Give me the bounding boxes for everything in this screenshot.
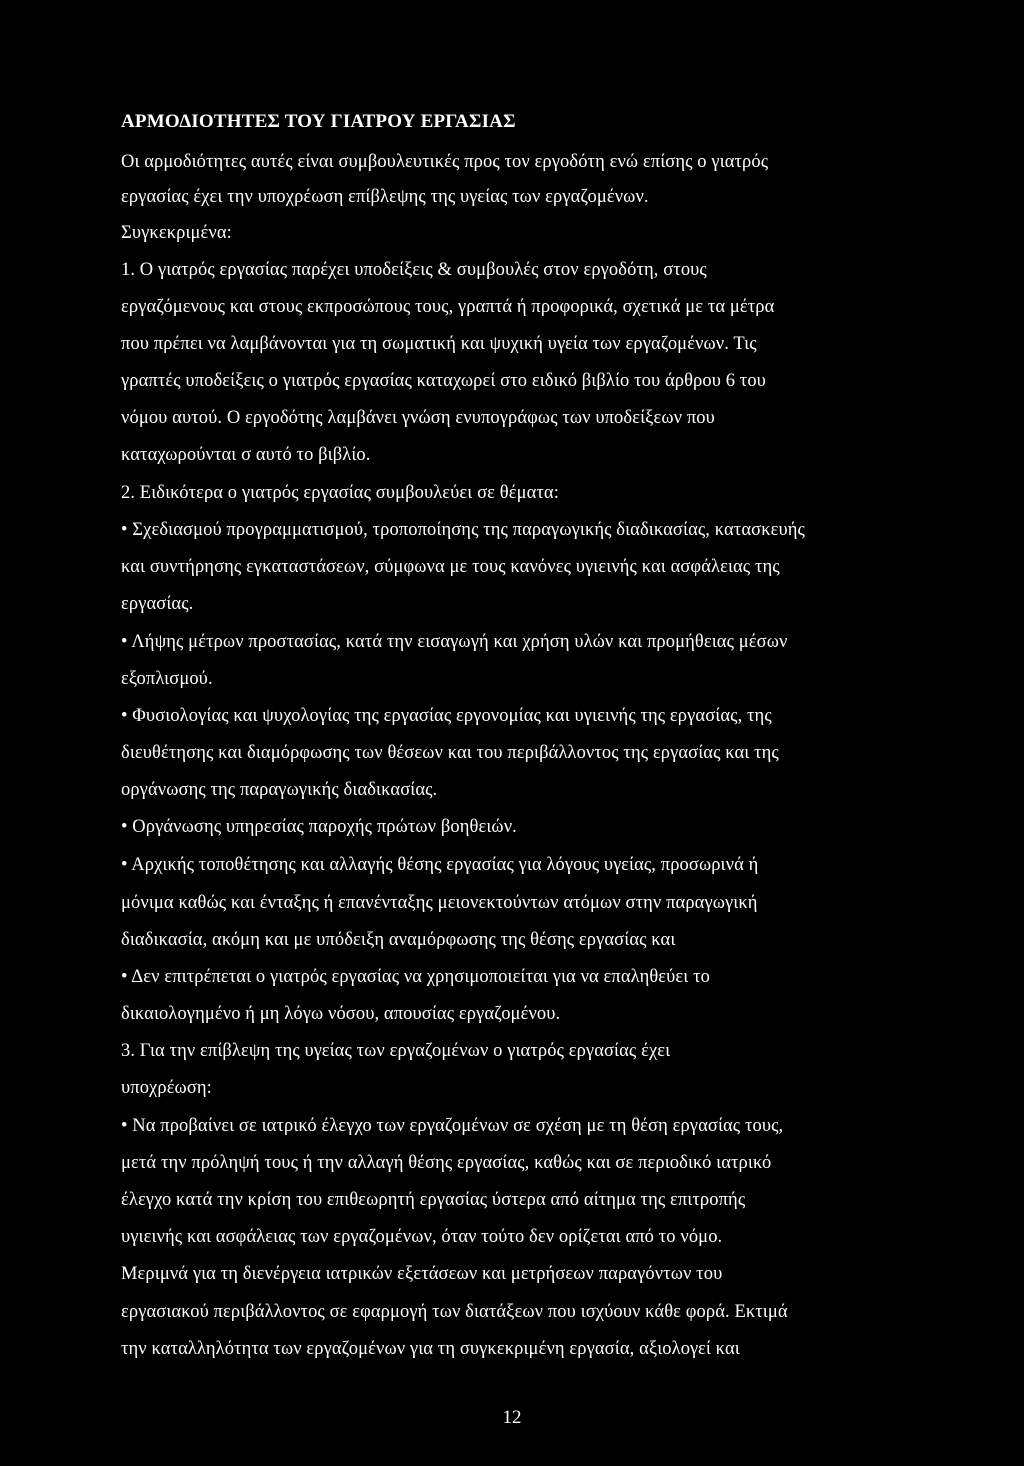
text-line-25: 3. Για την επίβλεψη της υγείας των εργαζομένων ο γιατρός εργασίας έχει	[121, 1041, 671, 1061]
text-line-30: υγιεινής και ασφάλειας των εργαζομένων, όταν τούτο δεν ορίζεται από το νόμο.	[121, 1227, 723, 1247]
text-line-3: Συγκεκριμένα:	[121, 223, 232, 243]
text-line-9: καταχωρούνται σ αυτό το βιβλίο.	[121, 445, 371, 465]
text-line-2: εργασίας έχει την υποχρέωση επίβλεψης της υγείας των εργαζομένων.	[121, 187, 649, 207]
document-title: ΑΡΜΟΔΙΟΤΗΤΕΣ ΤΟΥ ΓΙΑΤΡΟΥ ΕΡΓΑΣΙΑΣ	[121, 111, 516, 132]
text-line-7: γραπτές υποδείξεις ο γιατρός εργασίας καταχωρεί στο ειδικό βιβλίο του άρθρου 6 του	[121, 371, 766, 391]
text-line-15: εξοπλισμού.	[121, 669, 213, 689]
text-line-12: και συντήρησης εγκαταστάσεων, σύμφωνα με τους κανόνες υγιεινής και ασφάλειας της	[121, 557, 780, 577]
text-line-17: διευθέτησης και διαμόρφωσης των θέσεων και του περιβάλλοντος της εργασίας και της	[121, 743, 779, 763]
text-line-5: εργαζόμενους και στους εκπροσώπους τους, γραπτά ή προφορικά, σχετικά με τα μέτρα	[121, 297, 775, 317]
text-line-10: 2. Ειδικότερα ο γιατρός εργασίας συμβουλεύει σε θέματα:	[121, 483, 559, 503]
text-line-32: εργασιακού περιβάλλοντος σε εφαρμογή των διατάξεων που ισχύουν κάθε φορά. Εκτιμά	[121, 1302, 788, 1322]
text-line-1: Οι αρμοδιότητες αυτές είναι συμβουλευτικές προς τον εργοδότη ενώ επίσης ο γιατρός	[121, 152, 769, 172]
text-line-8: νόμου αυτού. Ο εργοδότης λαμβάνει γνώση ενυπογράφως των υποδείξεων που	[121, 408, 715, 428]
text-line-23: • Δεν επιτρέπεται ο γιατρός εργασίας να χρησιμοποιείται για να επαληθεύει το	[121, 967, 710, 987]
text-line-6: που πρέπει να λαμβάνονται για τη σωματική και ψυχική υγεία των εργαζομένων. Τις	[121, 334, 757, 354]
text-line-14: • Λήψης μέτρων προστασίας, κατά την εισαγωγή και χρήση υλών και προμήθειας μέσων	[121, 632, 788, 652]
text-line-31: Μεριμνά για τη διενέργεια ιατρικών εξετάσεων και μετρήσεων παραγόντων του	[121, 1264, 723, 1284]
text-line-33: την καταλληλότητα των εργαζομένων για τη συγκεκριμένη εργασία, αξιολογεί και	[121, 1339, 740, 1359]
text-line-19: • Οργάνωσης υπηρεσίας παροχής πρώτων βοηθειών.	[121, 817, 517, 837]
text-line-13: εργασίας.	[121, 594, 194, 614]
text-line-11: • Σχεδιασμού προγραμματισμού, τροποποίησης της παραγωγικής διαδικασίας, κατασκευής	[121, 520, 805, 540]
text-line-18: οργάνωσης της παραγωγικής διαδικασίας.	[121, 780, 438, 800]
text-line-20: • Αρχικής τοποθέτησης και αλλαγής θέσης εργασίας για λόγους υγείας, προσωρινά ή	[121, 855, 759, 875]
text-line-16: • Φυσιολογίας και ψυχολογίας της εργασίας εργονομίας και υγιεινής της εργασίας, της	[121, 706, 772, 726]
text-line-22: διαδικασία, ακόμη και με υπόδειξη αναμόρφωσης της θέσης εργασίας και	[121, 930, 676, 950]
text-line-4: 1. Ο γιατρός εργασίας παρέχει υποδείξεις & συμβουλές στον εργοδότη, στους	[121, 260, 707, 280]
page-number: 12	[502, 1407, 522, 1428]
text-line-28: μετά την πρόληψή τους ή την αλλαγή θέσης εργασίας, καθώς και σε περιοδικό ιατρικό	[121, 1153, 772, 1173]
text-line-24: δικαιολογημένο ή μη λόγω νόσου, απουσίας εργαζομένου.	[121, 1004, 561, 1024]
text-line-27: • Να προβαίνει σε ιατρικό έλεγχο των εργαζομένων σε σχέση με τη θέση εργασίας τους,	[121, 1116, 784, 1136]
text-line-26: υποχρέωση:	[121, 1078, 212, 1098]
text-line-21: μόνιμα καθώς και ένταξης ή επανένταξης μειονεκτούντων ατόμων στην παραγωγική	[121, 893, 758, 913]
text-line-29: έλεγχο κατά την κρίση του επιθεωρητή εργασίας ύστερα από αίτημα της επιτροπής	[121, 1190, 746, 1210]
